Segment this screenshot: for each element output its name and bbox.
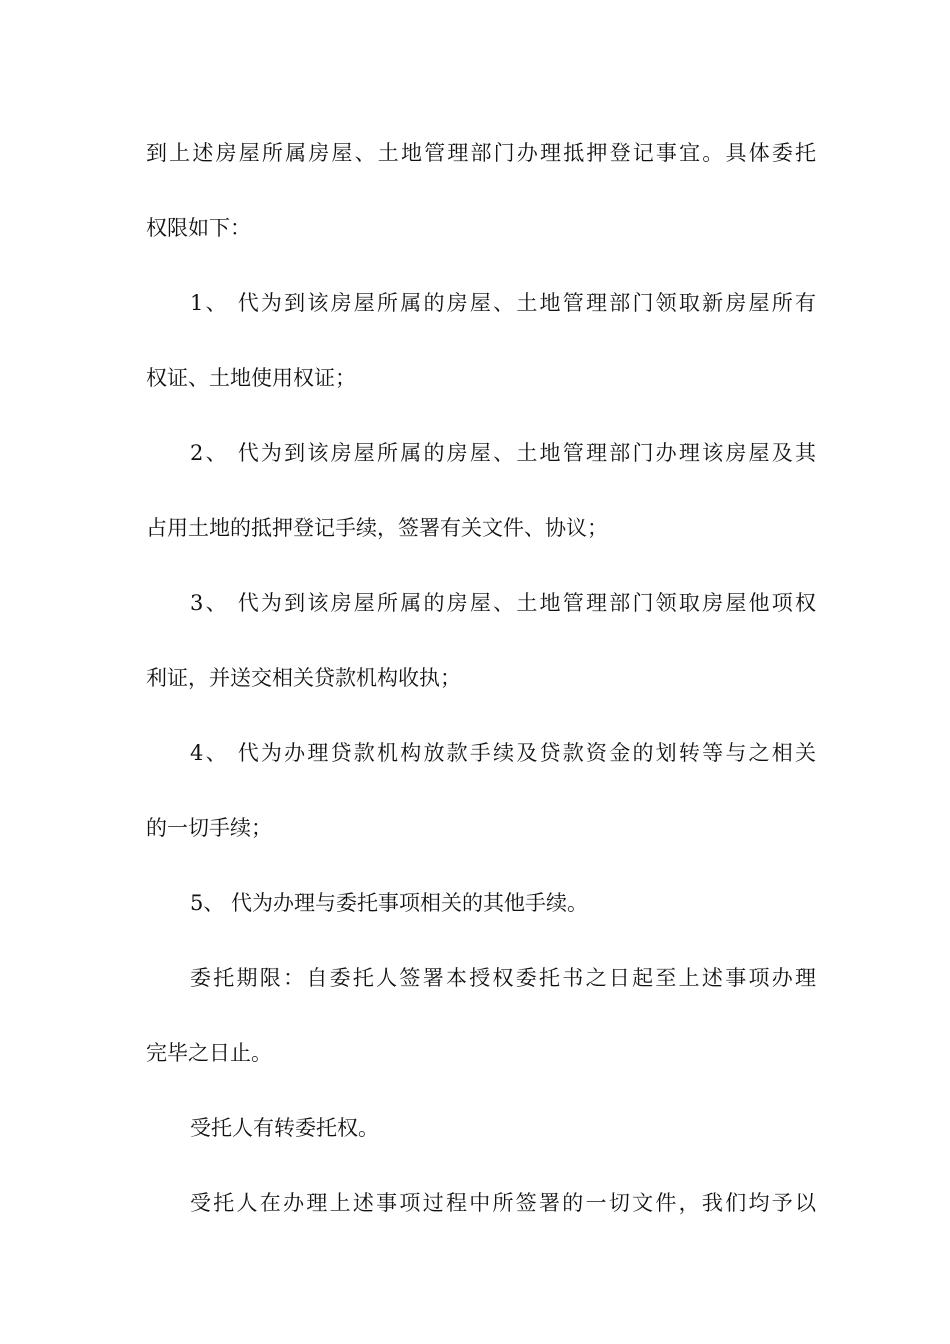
text-line-3: 1、 代为到该房屋所属的房屋、土地管理部门领取新房屋所有 <box>190 291 816 315</box>
text-line-15: 受托人在办理上述事项过程中所签署的一切文件，我们均予以 <box>190 1191 816 1215</box>
text-line-10: 的一切手续； <box>146 816 272 840</box>
text-line-6: 占用土地的抵押登记手续，签署有关文件、协议； <box>146 516 608 540</box>
text-line-12: 委托期限：自委托人签署本授权委托书之日起至上述事项办理 <box>190 966 816 990</box>
text-line-8: 利证，并送交相关贷款机构收执； <box>146 666 461 690</box>
text-line-5: 2、 代为到该房屋所属的房屋、土地管理部门办理该房屋及其 <box>190 441 816 465</box>
text-line-9: 4、 代为办理贷款机构放款手续及贷款资金的划转等与之相关 <box>190 741 816 765</box>
text-line-13: 完毕之日止。 <box>146 1041 272 1065</box>
text-line-11: 5、 代为办理与委托事项相关的其他手续。 <box>190 891 589 915</box>
text-line-2: 权限如下： <box>146 216 251 240</box>
text-line-14: 受托人有转委托权。 <box>190 1116 379 1140</box>
text-line-7: 3、 代为到该房屋所属的房屋、土地管理部门领取房屋他项权 <box>190 591 816 615</box>
text-line-1: 到上述房屋所属房屋、土地管理部门办理抵押登记事宜。具体委托 <box>146 141 816 165</box>
text-line-4: 权证、土地使用权证； <box>146 366 356 390</box>
